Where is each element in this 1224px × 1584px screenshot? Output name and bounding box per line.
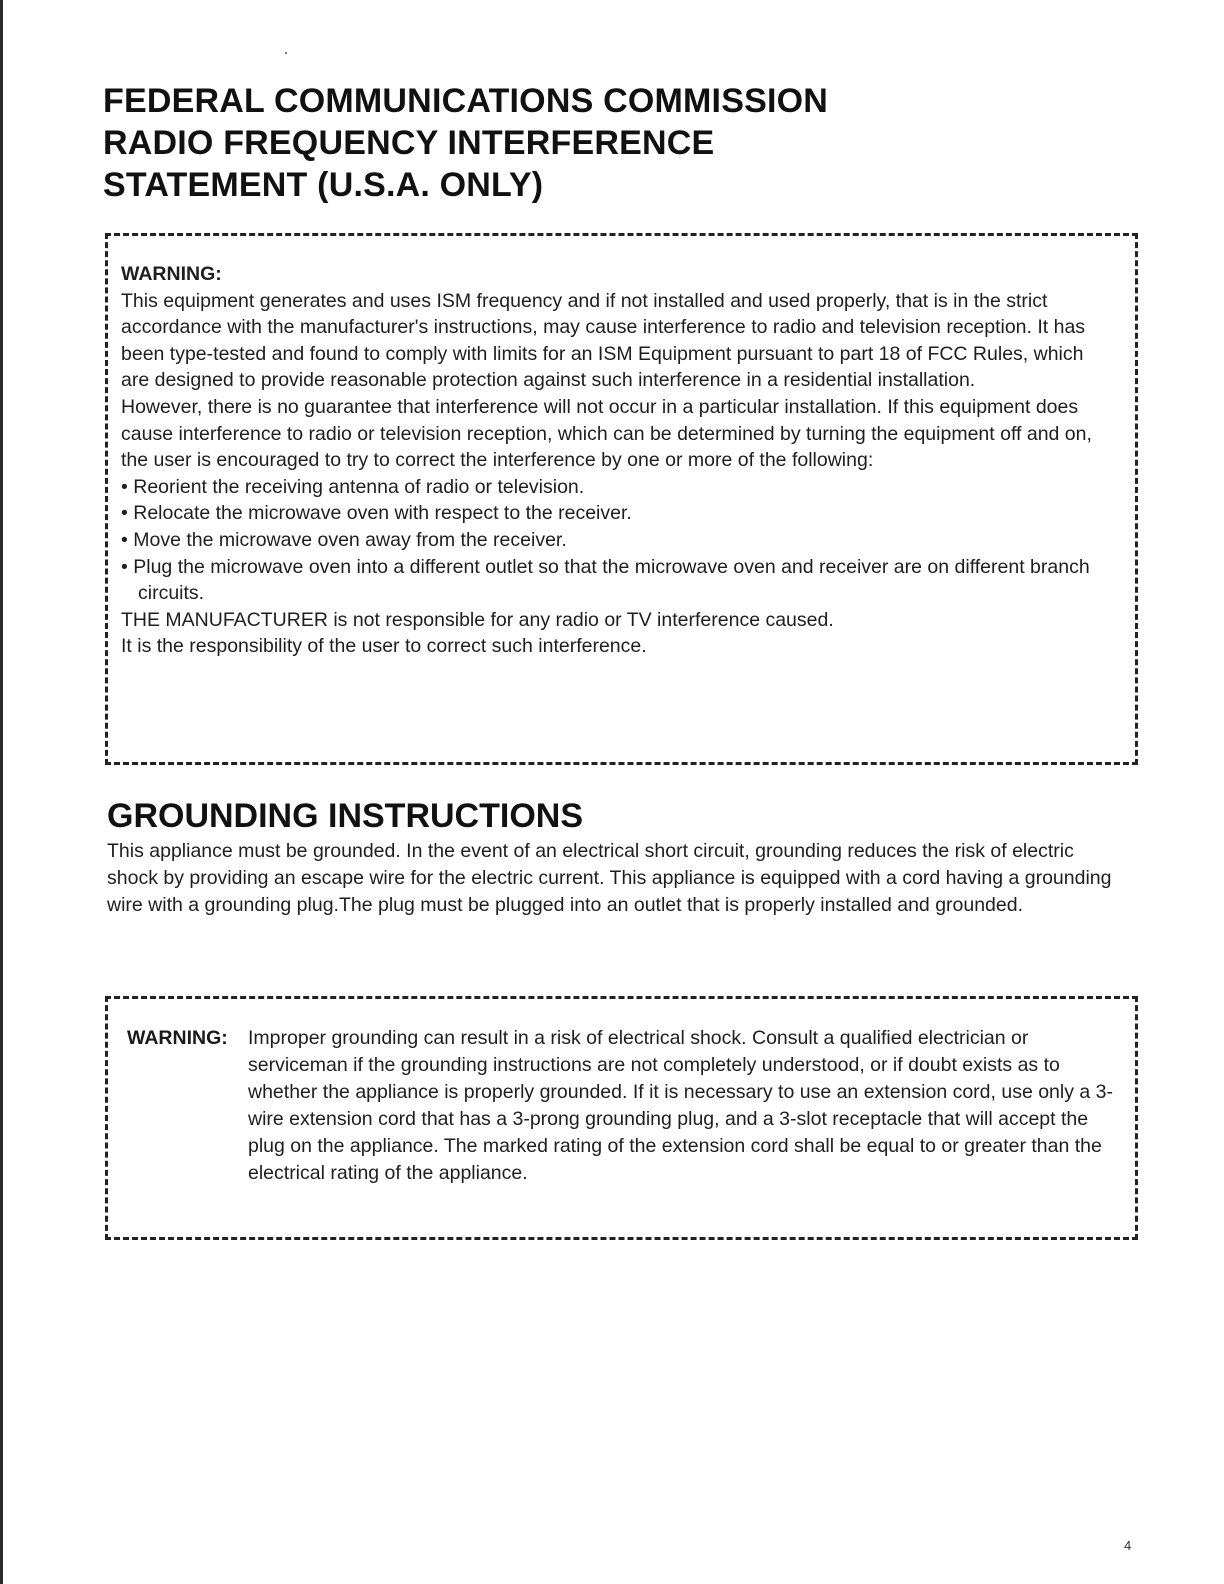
fcc-paragraph-1: This equipment generates and uses ISM frequency and if not installed and used properly, that is in the strict accordance with the manufacturer's instructions, may cause interference to radio and television reception. It has been type-tested and found to comply with limits for an ISM Equipment pursuant to part 18 of FCC Rules, which are designed to provide reasonable protection against such interference in a residential installation. — [121, 289, 1086, 392]
fcc-closing-1: THE MANUFACTURER is not responsible for any radio or TV interference caused. — [121, 608, 834, 631]
grounding-heading: GROUNDING INSTRUCTIONS — [107, 797, 583, 835]
scan-speck — [285, 52, 287, 54]
scan-edge — [0, 0, 3, 1584]
grounding-warning-text: Improper grounding can result in a risk of electrical shock. Consult a qualified electrician or serviceman if the grounding instructions are not completely understood, or if doubt exists as to whether the appliance is properly grounded. If it is necessary to use an extension cord, use only a 3-wire extension cord that has a 3-prong grounding plug, and a 3-slot receptacle that will accept the plug on the appliance. The marked rating of the extension cord shall be equal to or greater than the electrical rating of the appliance. — [248, 1027, 1113, 1184]
fcc-closing-2: It is the responsibility of the user to correct such interference. — [121, 635, 647, 658]
fcc-bullet-relocate: • Relocate the microwave oven with respect to the receiver. — [121, 502, 632, 525]
fcc-bullet-reorient: • Reorient the receiving antenna of radio or television. — [121, 475, 585, 498]
fcc-bullet-move: • Move the microwave oven away from the receiver. — [121, 528, 567, 551]
page-title — [103, 80, 828, 206]
grounding-body: This appliance must be grounded. In the event of an electrical short circuit, grounding reduces the risk of electric shock by providing an escape wire for the electric current. This appliance is equipped with a cord having a grounding wire with a grounding plug.The plug must be plugged into an outlet that is properly installed and grounded. — [107, 840, 1112, 916]
fcc-warning-label: WARNING: — [121, 263, 222, 285]
fcc-warning-content — [121, 261, 1116, 660]
title-line-1: FEDERAL COMMUNICATIONS COMMISSION — [103, 82, 828, 120]
page-number: 4 — [1124, 1538, 1132, 1553]
fcc-paragraph-2: However, there is no guarantee that interference will not occur in a particular installation. If this equipment does cause interference to radio or television reception, which can be determined by turning the equipment off and on, the user is encouraged to try to correct the interference by one or more of the following: — [121, 395, 1092, 472]
title-line-2: RADIO FREQUENCY INTERFERENCE — [103, 124, 715, 162]
grounding-warning-label: WARNING: — [127, 1027, 228, 1049]
title-line-3: STATEMENT (U.S.A. ONLY) — [103, 166, 544, 204]
fcc-bullet-outlet: • Plug the microwave oven into a different outlet so that the microwave oven and receiver are on different branch circuits. — [121, 555, 1090, 605]
